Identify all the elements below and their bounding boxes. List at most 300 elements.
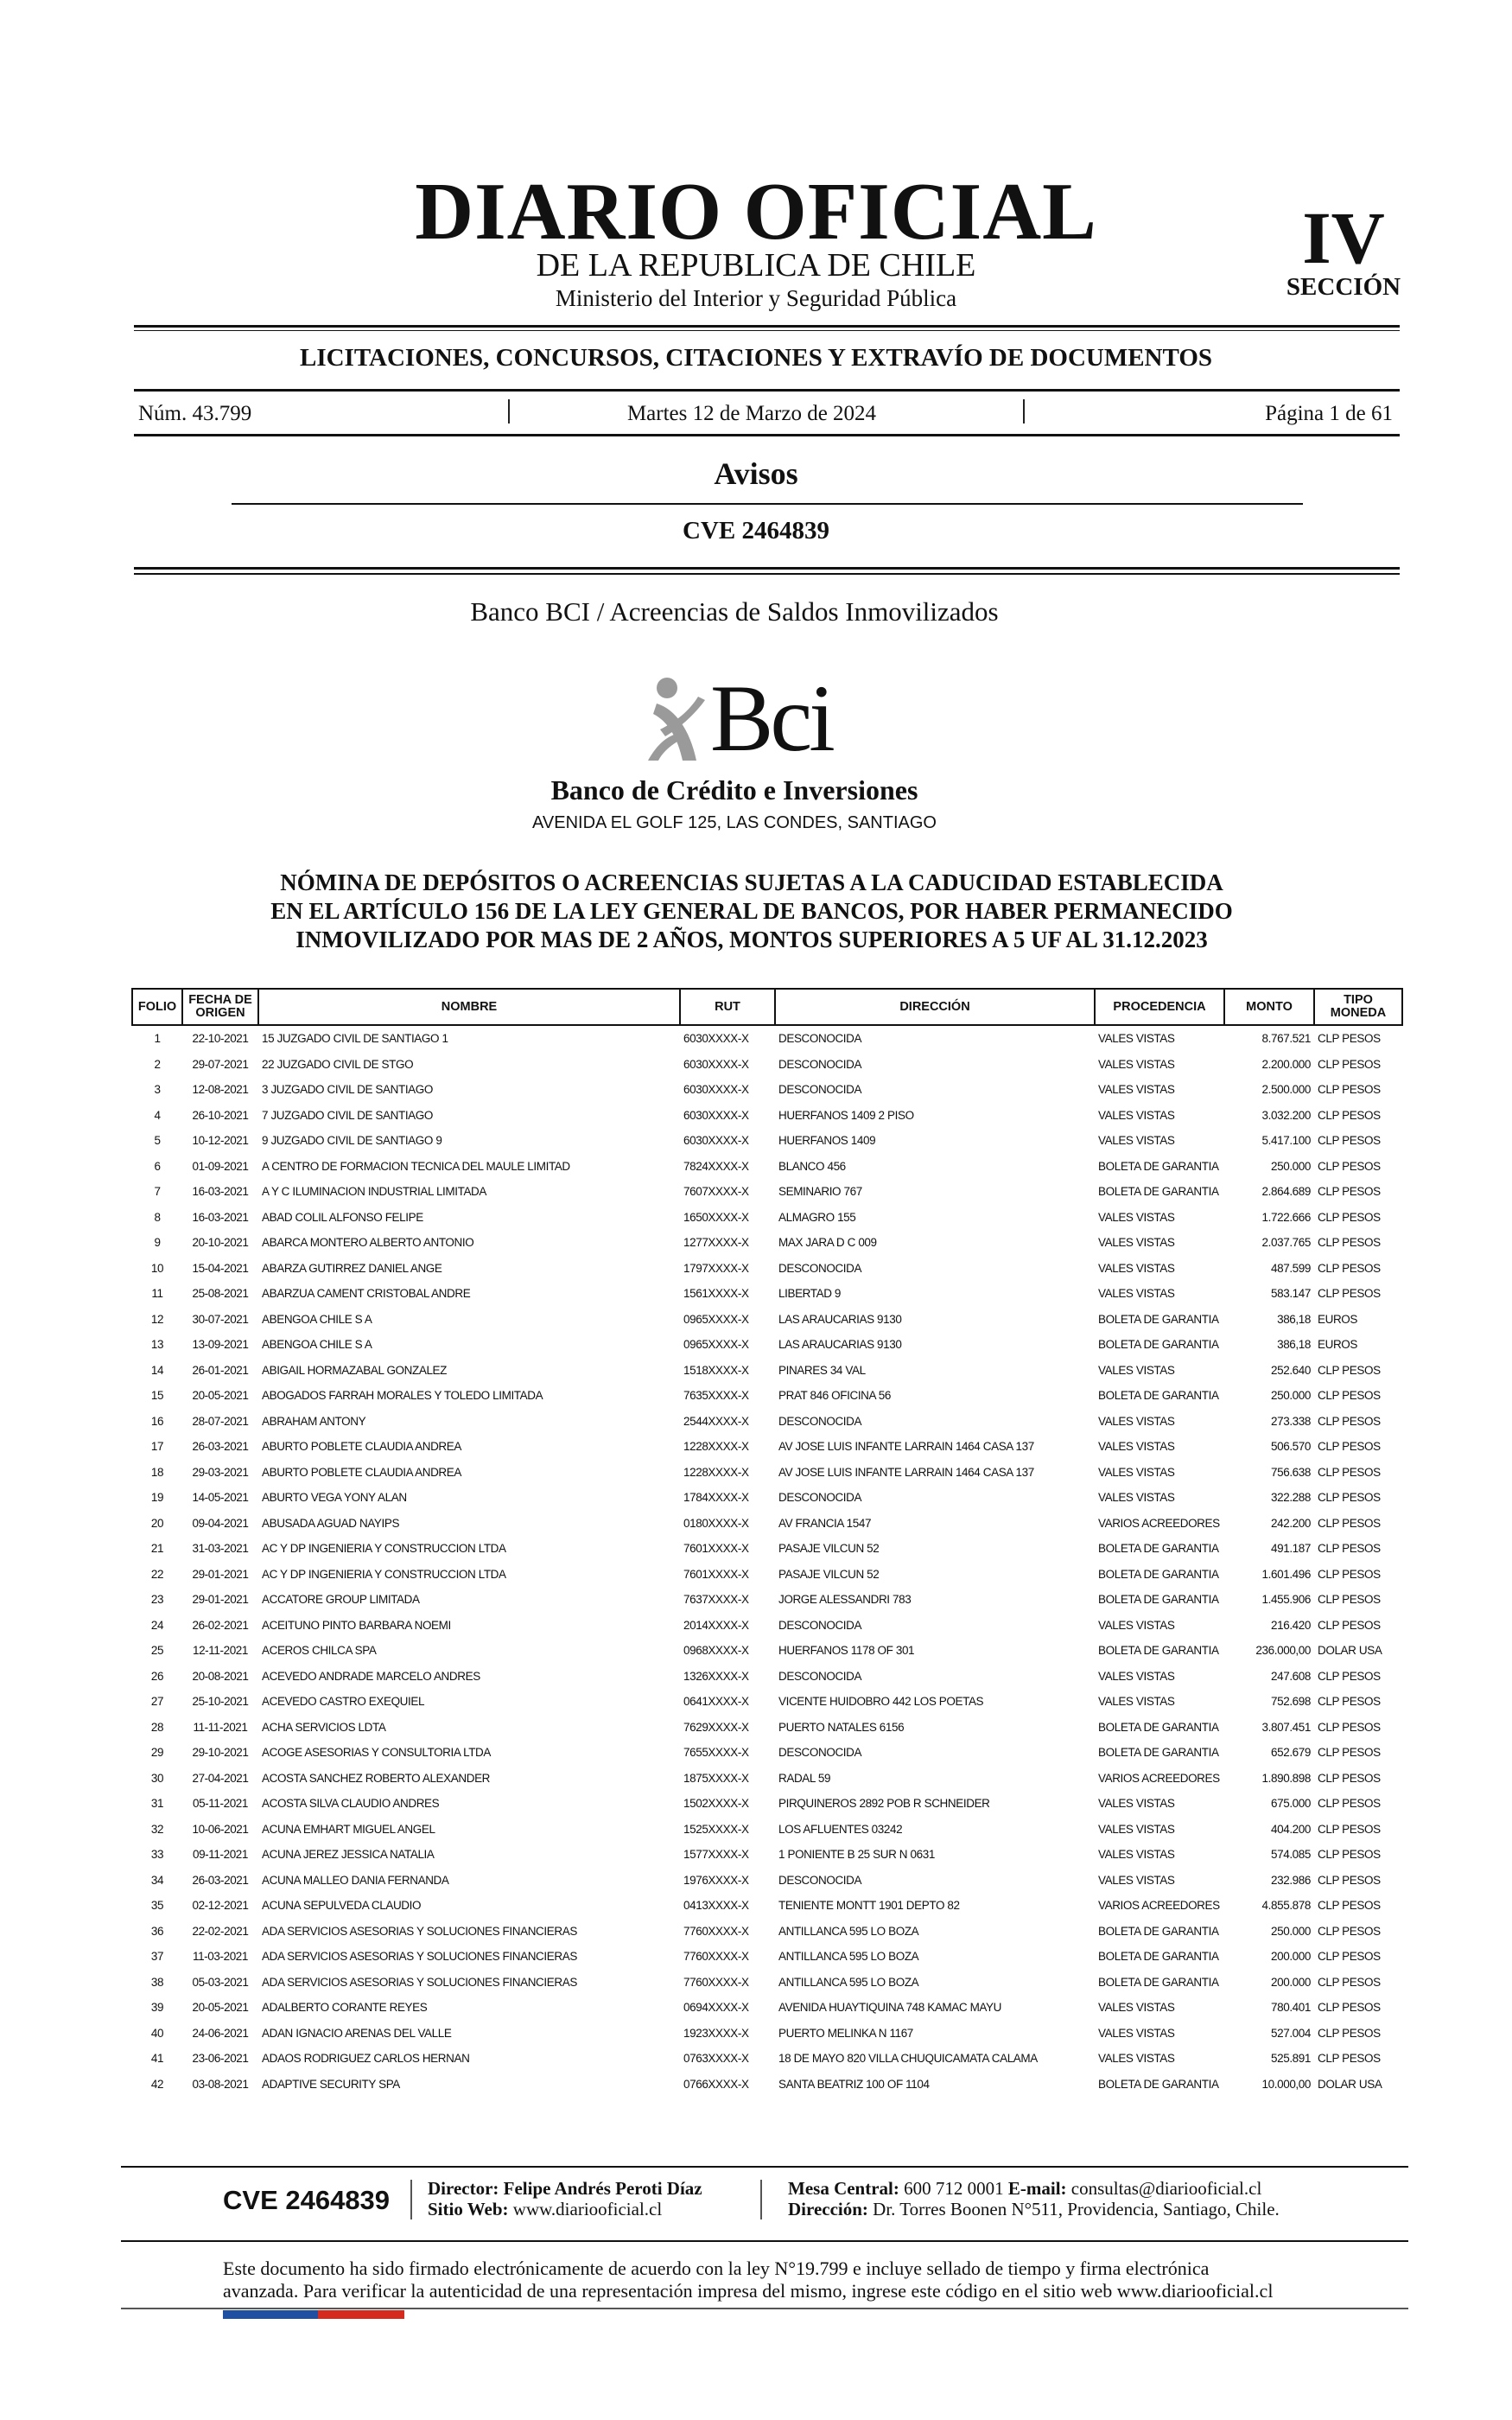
- moneda-cell: CLP PESOS: [1318, 1720, 1381, 1734]
- procedencia-cell: VALES VISTAS: [1098, 1695, 1175, 1709]
- procedencia-cell: VALES VISTAS: [1098, 1057, 1175, 1071]
- direccion-cell: HUERFANOS 1178 OF 301: [778, 1644, 915, 1658]
- moneda-cell: CLP PESOS: [1318, 1975, 1381, 1989]
- moneda-cell: CLP PESOS: [1318, 1236, 1381, 1250]
- table-row: [132, 1766, 1402, 1792]
- column-header-nombre: NOMBRE: [258, 989, 680, 1025]
- monto-cell: 200.000: [1271, 1975, 1311, 1989]
- masthead-subtitle: DE LA REPUBLICA DE CHILE: [536, 247, 976, 283]
- direccion-cell: AVENIDA HUAYTIQUINA 748 KAMAC MAYU: [778, 2001, 1001, 2015]
- nomina-title-line: EN EL ARTÍCULO 156 DE LA LEY GENERAL DE BANCOS, POR HABER PERMANECIDO: [270, 898, 1233, 924]
- direccion-cell: PRAT 846 OFICINA 56: [778, 1389, 891, 1403]
- nombre-cell: ABARCA MONTERO ALBERTO ANTONIO: [262, 1236, 474, 1250]
- nomina-title-line: INMOVILIZADO POR MAS DE 2 AÑOS, MONTOS SUPERIORES A 5 UF AL 31.12.2023: [295, 927, 1208, 952]
- moneda-cell: CLP PESOS: [1318, 1593, 1381, 1607]
- column-header-rut: RUT: [680, 989, 775, 1025]
- procedencia-cell: BOLETA DE GARANTIA: [1098, 1338, 1219, 1352]
- signature-note-line: Este documento ha sido firmado electrónicamente de acuerdo con la ley N°19.799 e incluye sellado de tiempo y firma electrónica: [223, 2258, 1210, 2279]
- fecha-cell: 15-04-2021: [192, 1261, 249, 1275]
- monto-cell: 756.638: [1271, 1465, 1311, 1479]
- folio-cell: 26: [150, 1669, 164, 1683]
- direccion-cell: SEMINARIO 767: [778, 1185, 862, 1199]
- nombre-cell: 3 JUZGADO CIVIL DE SANTIAGO: [262, 1083, 433, 1097]
- procedencia-cell: BOLETA DE GARANTIA: [1098, 2077, 1219, 2091]
- direccion-cell: PINARES 34 VAL: [778, 1363, 866, 1377]
- folio-cell: 24: [150, 1618, 164, 1632]
- folio-cell: 28: [150, 1720, 164, 1734]
- table-row: [132, 1256, 1402, 1282]
- rut-cell: 1326XXXX-X: [683, 1669, 749, 1683]
- table-header-row: [132, 989, 1402, 1025]
- procedencia-cell: VALES VISTAS: [1098, 1873, 1175, 1887]
- monto-cell: 386,18: [1277, 1338, 1311, 1352]
- nombre-cell: ADA SERVICIOS ASESORIAS Y SOLUCIONES FINANCIERAS: [262, 1975, 577, 1989]
- folio-cell: 9: [154, 1236, 161, 1250]
- nombre-cell: ACEITUNO PINTO BARBARA NOEMI: [262, 1618, 451, 1632]
- procedencia-cell: VALES VISTAS: [1098, 1108, 1175, 1122]
- nombre-cell: ACEROS CHILCA SPA: [262, 1644, 377, 1658]
- footer-rule-bottom: [121, 2308, 1408, 2309]
- monto-cell: 250.000: [1271, 1389, 1311, 1403]
- nombre-cell: ACCATORE GROUP LIMITADA: [262, 1593, 420, 1607]
- monto-cell: 322.288: [1271, 1491, 1311, 1505]
- rut-cell: 7637XXXX-X: [683, 1593, 749, 1607]
- folio-cell: 22: [150, 1567, 164, 1581]
- direccion-cell: DESCONOCIDA: [778, 1057, 862, 1071]
- nombre-cell: ABURTO POBLETE CLAUDIA ANDREA: [262, 1440, 461, 1454]
- folio-cell: 42: [150, 2077, 164, 2091]
- nombre-cell: ADA SERVICIOS ASESORIAS Y SOLUCIONES FINANCIERAS: [262, 1950, 577, 1964]
- rut-cell: 7760XXXX-X: [683, 1975, 749, 1989]
- direccion-cell: HUERFANOS 1409 2 PISO: [778, 1108, 914, 1122]
- director-label: Director:: [428, 2178, 499, 2199]
- rut-cell: 0968XXXX-X: [683, 1644, 749, 1658]
- procedencia-cell: VALES VISTAS: [1098, 1236, 1175, 1250]
- monto-cell: 2.200.000: [1261, 1057, 1311, 1071]
- fecha-cell: 28-07-2021: [192, 1414, 249, 1428]
- fecha-cell: 31-03-2021: [192, 1542, 249, 1556]
- moneda-cell: CLP PESOS: [1318, 1134, 1381, 1148]
- bank-address: AVENIDA EL GOLF 125, LAS CONDES, SANTIAGO: [532, 813, 937, 832]
- procedencia-cell: VALES VISTAS: [1098, 2026, 1175, 2040]
- fecha-cell: 02-12-2021: [192, 1899, 249, 1913]
- nombre-cell: A Y C ILUMINACION INDUSTRIAL LIMITADA: [262, 1185, 487, 1199]
- direccion-cell: DESCONOCIDA: [778, 1491, 862, 1505]
- fecha-cell: 24-06-2021: [192, 2026, 249, 2040]
- direccion-cell: MAX JARA D C 009: [778, 1236, 877, 1250]
- website-link[interactable]: www.diariooficial.cl: [512, 2199, 663, 2219]
- procedencia-cell: BOLETA DE GARANTIA: [1098, 1975, 1219, 1989]
- folio-cell: 16: [150, 1414, 164, 1428]
- moneda-cell: CLP PESOS: [1318, 1924, 1381, 1938]
- monto-cell: 216.420: [1271, 1618, 1311, 1632]
- procedencia-cell: VALES VISTAS: [1098, 1134, 1175, 1148]
- section-label: SECCIÓN: [1286, 273, 1401, 301]
- nombre-cell: ABARZA GUTIRREZ DANIEL ANGE: [262, 1261, 442, 1275]
- table-row: [132, 1689, 1402, 1715]
- table-row: [132, 2021, 1402, 2047]
- fecha-cell: 20-08-2021: [192, 1669, 249, 1683]
- procedencia-cell: BOLETA DE GARANTIA: [1098, 1593, 1219, 1607]
- direccion-cell: PIRQUINEROS 2892 POB R SCHNEIDER: [778, 1797, 990, 1811]
- nombre-cell: ACUNA JEREZ JESSICA NATALIA: [262, 1848, 435, 1862]
- direccion-cell: VICENTE HUIDOBRO 442 LOS POETAS: [778, 1695, 984, 1709]
- nombre-cell: ACUNA SEPULVEDA CLAUDIO: [262, 1899, 422, 1913]
- moneda-cell: CLP PESOS: [1318, 1389, 1381, 1403]
- column-header-procedencia: PROCEDENCIA: [1095, 989, 1224, 1025]
- table-row: [132, 1664, 1402, 1690]
- direccion-cell: AV JOSE LUIS INFANTE LARRAIN 1464 CASA 137: [778, 1465, 1034, 1479]
- monto-cell: 2.037.765: [1261, 1236, 1311, 1250]
- monto-cell: 10.000,00: [1261, 2077, 1311, 2091]
- table-row: [132, 2046, 1402, 2072]
- notice-cve: CVE 2464839: [683, 517, 829, 544]
- info-rule-bottom: [134, 434, 1400, 436]
- monto-cell: 200.000: [1271, 1950, 1311, 1964]
- moneda-cell: CLP PESOS: [1318, 1414, 1381, 1428]
- table-row: [132, 1740, 1402, 1766]
- monto-cell: 250.000: [1271, 1924, 1311, 1938]
- nomina-table: [131, 988, 1403, 2097]
- folio-cell: 1: [154, 1032, 161, 1046]
- procedencia-cell: BOLETA DE GARANTIA: [1098, 1924, 1219, 1938]
- table-row: [132, 1536, 1402, 1562]
- procedencia-cell: VARIOS ACREEDORES: [1098, 1516, 1220, 1530]
- procedencia-cell: BOLETA DE GARANTIA: [1098, 1567, 1219, 1581]
- rut-cell: 0694XXXX-X: [683, 2001, 749, 2015]
- footer-cve: CVE 2464839: [223, 2185, 391, 2215]
- table-row: [132, 1638, 1402, 1664]
- table-row: [132, 1562, 1402, 1588]
- direccion-cell: BLANCO 456: [778, 1159, 846, 1173]
- procedencia-cell: VALES VISTAS: [1098, 2052, 1175, 2066]
- phone-label: Mesa Central:: [788, 2178, 899, 2199]
- direccion-cell: 18 DE MAYO 820 VILLA CHUQUICAMATA CALAMA: [778, 2052, 1038, 2066]
- table-row: [132, 1281, 1402, 1307]
- rut-cell: 0763XXXX-X: [683, 2052, 749, 2066]
- phone-number: 600 712 0001: [904, 2178, 1004, 2199]
- direccion-cell: LIBERTAD 9: [778, 1287, 842, 1301]
- bank-name: Banco de Crédito e Inversiones: [550, 774, 918, 806]
- nombre-cell: ACHA SERVICIOS LDTA: [262, 1720, 386, 1734]
- flag-bar-blue: [223, 2310, 318, 2319]
- monto-cell: 525.891: [1271, 2052, 1311, 2066]
- table-row: [132, 1485, 1402, 1511]
- table-row: [132, 1460, 1402, 1486]
- folio-cell: 4: [154, 1108, 161, 1122]
- monto-cell: 250.000: [1271, 1159, 1311, 1173]
- moneda-cell: CLP PESOS: [1318, 1159, 1381, 1173]
- nombre-cell: 15 JUZGADO CIVIL DE SANTIAGO 1: [262, 1032, 448, 1046]
- address-label: Dirección:: [788, 2199, 868, 2219]
- rut-cell: 6030XXXX-X: [683, 1032, 749, 1046]
- footer-divider: [410, 2180, 412, 2219]
- procedencia-cell: BOLETA DE GARANTIA: [1098, 1185, 1219, 1199]
- moneda-cell: CLP PESOS: [1318, 1261, 1381, 1275]
- monto-cell: 1.890.898: [1261, 1771, 1311, 1785]
- moneda-cell: CLP PESOS: [1318, 1950, 1381, 1964]
- direccion-cell: LOS AFLUENTES 03242: [778, 1822, 903, 1836]
- fecha-cell: 11-11-2021: [193, 1720, 248, 1734]
- nombre-cell: ADAN IGNACIO ARENAS DEL VALLE: [262, 2026, 452, 2040]
- fecha-cell: 09-11-2021: [192, 1848, 249, 1862]
- table-row: [132, 1077, 1402, 1103]
- rut-cell: 7635XXXX-X: [683, 1389, 749, 1403]
- moneda-cell: CLP PESOS: [1318, 1108, 1381, 1122]
- folio-cell: 38: [150, 1975, 164, 1989]
- rut-cell: 1976XXXX-X: [683, 1873, 749, 1887]
- moneda-cell: CLP PESOS: [1318, 1083, 1381, 1097]
- moneda-cell: EUROS: [1318, 1338, 1358, 1352]
- table-row: [132, 1103, 1402, 1129]
- table-row: [132, 1128, 1402, 1154]
- monto-cell: 3.032.200: [1261, 1108, 1311, 1122]
- column-header-moneda: TIPO MONEDA: [1314, 989, 1402, 1025]
- fecha-cell: 29-07-2021: [192, 1057, 249, 1071]
- monto-cell: 527.004: [1271, 2026, 1311, 2040]
- folio-cell: 34: [150, 1873, 164, 1887]
- fecha-cell: 26-03-2021: [192, 1873, 249, 1887]
- moneda-cell: CLP PESOS: [1318, 1822, 1381, 1836]
- nombre-cell: AC Y DP INGENIERIA Y CONSTRUCCION LTDA: [262, 1542, 506, 1556]
- footer-contact-block: [788, 2178, 1280, 2219]
- fecha-cell: 12-08-2021: [192, 1083, 249, 1097]
- rut-cell: 6030XXXX-X: [683, 1083, 749, 1097]
- rut-cell: 0413XXXX-X: [683, 1899, 749, 1913]
- folio-cell: 32: [150, 1822, 164, 1836]
- table-row: [132, 1587, 1402, 1613]
- monto-cell: 652.679: [1271, 1746, 1311, 1760]
- nombre-cell: ACUNA MALLEO DANIA FERNANDA: [262, 1873, 449, 1887]
- rut-cell: 1784XXXX-X: [683, 1491, 749, 1505]
- nombre-cell: ADAOS RODRIGUEZ CARLOS HERNAN: [262, 2052, 470, 2066]
- rut-cell: 0766XXXX-X: [683, 2077, 749, 2091]
- folio-cell: 7: [154, 1185, 161, 1199]
- procedencia-cell: BOLETA DE GARANTIA: [1098, 1542, 1219, 1556]
- fecha-cell: 27-04-2021: [192, 1771, 249, 1785]
- fecha-cell: 25-08-2021: [192, 1287, 249, 1301]
- masthead-ministry: Ministerio del Interior y Seguridad Pública: [555, 285, 957, 311]
- table-row: [132, 1332, 1402, 1358]
- folio-cell: 11: [151, 1287, 163, 1301]
- rut-cell: 0965XXXX-X: [683, 1338, 749, 1352]
- direccion-cell: RADAL 59: [778, 1771, 831, 1785]
- folio-cell: 39: [150, 2001, 164, 2015]
- footer-director-block: [428, 2178, 702, 2219]
- table-row: [132, 1409, 1402, 1435]
- email-link[interactable]: consultas@diariooficial.cl: [1070, 2178, 1262, 2199]
- moneda-cell: CLP PESOS: [1318, 1363, 1381, 1377]
- moneda-cell: CLP PESOS: [1318, 1057, 1381, 1071]
- notice-rule-thin: [134, 573, 1400, 575]
- direccion-cell: ANTILLANCA 595 LO BOZA: [778, 1975, 919, 1989]
- monto-cell: 491.187: [1271, 1542, 1311, 1556]
- rut-cell: 7655XXXX-X: [683, 1746, 749, 1760]
- fecha-cell: 29-10-2021: [192, 1746, 249, 1760]
- monto-cell: 1.455.906: [1261, 1593, 1311, 1607]
- direccion-cell: PUERTO NATALES 6156: [778, 1720, 905, 1734]
- column-header-monto: MONTO: [1224, 989, 1314, 1025]
- rut-cell: 7601XXXX-X: [683, 1542, 749, 1556]
- section-subject: LICITACIONES, CONCURSOS, CITACIONES Y EXTRAVÍO DE DOCUMENTOS: [299, 344, 1213, 372]
- moneda-cell: CLP PESOS: [1318, 1567, 1381, 1581]
- folio-cell: 8: [154, 1210, 161, 1224]
- procedencia-cell: VARIOS ACREEDORES: [1098, 1771, 1220, 1785]
- nombre-cell: ACUNA EMHART MIGUEL ANGEL: [262, 1822, 435, 1836]
- table-row: [132, 1179, 1402, 1205]
- rut-cell: 7629XXXX-X: [683, 1720, 749, 1734]
- folio-cell: 37: [150, 1950, 164, 1964]
- folio-cell: 2: [154, 1057, 161, 1071]
- footer-rule-top: [121, 2166, 1408, 2168]
- procedencia-cell: VALES VISTAS: [1098, 1669, 1175, 1683]
- nombre-cell: ABRAHAM ANTONY: [262, 1414, 366, 1428]
- table-row: [132, 1205, 1402, 1231]
- nombre-cell: ABIGAIL HORMAZABAL GONZALEZ: [262, 1363, 448, 1377]
- issue-date: Martes 12 de Marzo de 2024: [626, 402, 877, 425]
- direccion-cell: LAS ARAUCARIAS 9130: [778, 1312, 902, 1326]
- folio-cell: 14: [150, 1363, 164, 1377]
- column-header-fecha: FECHA DE ORIGEN: [182, 989, 258, 1025]
- nomina-title: [86, 869, 1417, 954]
- monto-cell: 8.767.521: [1261, 1032, 1311, 1046]
- fecha-cell: 12-11-2021: [192, 1644, 249, 1658]
- fecha-cell: 10-12-2021: [192, 1134, 249, 1148]
- procedencia-cell: VALES VISTAS: [1098, 1491, 1175, 1505]
- folio-cell: 41: [150, 2052, 164, 2066]
- table-row: [132, 1025, 1402, 1052]
- moneda-cell: CLP PESOS: [1318, 1516, 1381, 1530]
- nombre-cell: ABAD COLIL ALFONSO FELIPE: [262, 1210, 423, 1224]
- direccion-cell: DESCONOCIDA: [778, 1083, 862, 1097]
- direccion-cell: DESCONOCIDA: [778, 1873, 862, 1887]
- monto-cell: 232.986: [1271, 1873, 1311, 1887]
- nombre-cell: 22 JUZGADO CIVIL DE STGO: [262, 1057, 414, 1071]
- moneda-cell: CLP PESOS: [1318, 1771, 1381, 1785]
- table-row: [132, 1919, 1402, 1945]
- direccion-cell: DESCONOCIDA: [778, 1414, 862, 1428]
- notice-rule-thick: [134, 567, 1400, 570]
- monto-cell: 487.599: [1271, 1261, 1311, 1275]
- info-rule-top: [134, 389, 1400, 392]
- footer-rule-mid: [121, 2240, 1408, 2242]
- nombre-cell: ADA SERVICIOS ASESORIAS Y SOLUCIONES FINANCIERAS: [262, 1924, 577, 1938]
- procedencia-cell: VALES VISTAS: [1098, 1414, 1175, 1428]
- direccion-cell: ALMAGRO 155: [778, 1210, 856, 1224]
- procedencia-cell: VALES VISTAS: [1098, 1083, 1175, 1097]
- fecha-cell: 22-10-2021: [192, 1032, 249, 1046]
- monto-cell: 583.147: [1271, 1287, 1311, 1301]
- avisos-rule: [232, 503, 1303, 505]
- direccion-cell: ANTILLANCA 595 LO BOZA: [778, 1924, 919, 1938]
- moneda-cell: CLP PESOS: [1318, 2026, 1381, 2040]
- table-row: [132, 1842, 1402, 1868]
- nombre-cell: ABENGOA CHILE S A: [262, 1312, 372, 1326]
- fecha-cell: 16-03-2021: [192, 1185, 249, 1199]
- folio-cell: 36: [150, 1924, 164, 1938]
- nombre-cell: ABUSADA AGUAD NAYIPS: [262, 1516, 400, 1530]
- monto-cell: 386,18: [1277, 1312, 1311, 1326]
- folio-cell: 29: [150, 1746, 164, 1760]
- rut-cell: 2544XXXX-X: [683, 1414, 749, 1428]
- folio-cell: 17: [150, 1440, 164, 1454]
- procedencia-cell: VALES VISTAS: [1098, 1261, 1175, 1275]
- folio-cell: 18: [150, 1465, 164, 1479]
- address-text: Dr. Torres Boonen N°511, Providencia, Santiago, Chile.: [873, 2199, 1280, 2219]
- rut-cell: 1797XXXX-X: [683, 1261, 749, 1275]
- fecha-cell: 30-07-2021: [192, 1312, 249, 1326]
- fecha-cell: 26-01-2021: [192, 1363, 249, 1377]
- procedencia-cell: VALES VISTAS: [1098, 1363, 1175, 1377]
- footer-divider: [760, 2180, 762, 2219]
- notice-category: Avisos: [714, 456, 798, 491]
- direccion-cell: LAS ARAUCARIAS 9130: [778, 1338, 902, 1352]
- fecha-cell: 13-09-2021: [192, 1338, 249, 1352]
- rut-cell: 1502XXXX-X: [683, 1797, 749, 1811]
- direccion-cell: PUERTO MELINKA N 1167: [778, 2026, 913, 2040]
- fecha-cell: 20-10-2021: [192, 1236, 249, 1250]
- moneda-cell: DOLAR USA: [1318, 2077, 1382, 2091]
- fecha-cell: 09-04-2021: [192, 1516, 249, 1530]
- fecha-cell: 05-03-2021: [192, 1975, 249, 1989]
- moneda-cell: DOLAR USA: [1318, 1644, 1382, 1658]
- email-label: E-mail:: [1007, 2178, 1067, 2199]
- table-row: [132, 1154, 1402, 1180]
- rut-cell: 7824XXXX-X: [683, 1159, 749, 1173]
- procedencia-cell: VALES VISTAS: [1098, 1210, 1175, 1224]
- fecha-cell: 03-08-2021: [192, 2077, 249, 2091]
- folio-cell: 31: [150, 1797, 164, 1811]
- monto-cell: 1.601.496: [1261, 1567, 1311, 1581]
- fecha-cell: 26-10-2021: [192, 1108, 249, 1122]
- moneda-cell: CLP PESOS: [1318, 1797, 1381, 1811]
- nombre-cell: ACOSTA SILVA CLAUDIO ANDRES: [262, 1797, 440, 1811]
- folio-cell: 13: [150, 1338, 164, 1352]
- folio-cell: 35: [150, 1899, 164, 1913]
- fecha-cell: 29-01-2021: [192, 1593, 249, 1607]
- monto-cell: 4.855.878: [1261, 1899, 1311, 1913]
- rut-cell: 7601XXXX-X: [683, 1567, 749, 1581]
- header-rule-top: [134, 325, 1400, 328]
- info-separator: [508, 399, 510, 424]
- nombre-cell: ABURTO POBLETE CLAUDIA ANDREA: [262, 1465, 461, 1479]
- direccion-cell: PASAJE VILCUN 52: [778, 1542, 880, 1556]
- procedencia-cell: BOLETA DE GARANTIA: [1098, 1312, 1219, 1326]
- nombre-cell: ACEVEDO ANDRADE MARCELO ANDRES: [262, 1669, 480, 1683]
- monto-cell: 675.000: [1271, 1797, 1311, 1811]
- procedencia-cell: VALES VISTAS: [1098, 1032, 1175, 1046]
- table-row: [132, 1995, 1402, 2021]
- monto-cell: 752.698: [1271, 1695, 1311, 1709]
- masthead-title: DIARIO OFICIAL: [415, 167, 1097, 257]
- fecha-cell: 20-05-2021: [192, 2001, 249, 2015]
- nomina-title-line: NÓMINA DE DEPÓSITOS O ACREENCIAS SUJETAS A LA CADUCIDAD ESTABLECIDA: [280, 869, 1223, 895]
- fecha-cell: 29-03-2021: [192, 1465, 249, 1479]
- procedencia-cell: BOLETA DE GARANTIA: [1098, 1746, 1219, 1760]
- rut-cell: 1650XXXX-X: [683, 1210, 749, 1224]
- rut-cell: 1923XXXX-X: [683, 2026, 749, 2040]
- table-row: [132, 1944, 1402, 1970]
- monto-cell: 404.200: [1271, 1822, 1311, 1836]
- nombre-cell: A CENTRO DE FORMACION TECNICA DEL MAULE LIMITAD: [262, 1159, 570, 1173]
- table-row: [132, 1715, 1402, 1741]
- moneda-cell: CLP PESOS: [1318, 1618, 1381, 1632]
- folio-cell: 10: [150, 1261, 164, 1275]
- rut-cell: 6030XXXX-X: [683, 1134, 749, 1148]
- direccion-cell: DESCONOCIDA: [778, 1746, 862, 1760]
- moneda-cell: CLP PESOS: [1318, 1491, 1381, 1505]
- rut-cell: 1518XXXX-X: [683, 1363, 749, 1377]
